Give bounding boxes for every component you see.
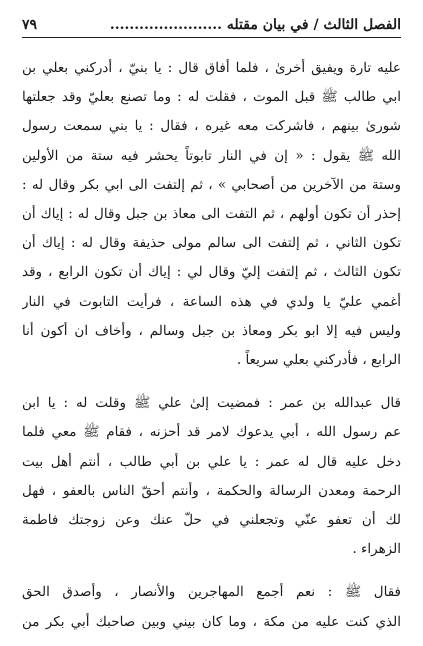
paragraph-3: [22, 578, 401, 636]
text-line: شورىٰ بينهم ، فاشركت معه غيره ، فقال : يا بني سمعت رسول: [22, 118, 401, 135]
paragraph-2: [22, 389, 401, 564]
text-line: الزهراء .: [352, 541, 401, 558]
text-line: أغمي عليّ يا ولدي في هذه الساعة ، فرأيت التابوت في النار: [22, 293, 401, 310]
text-line: ابي طالب ﷺ قبل الموت ، فقلت له : وما تصنع بعليّ وقد جعلتها: [22, 89, 401, 106]
text-line: فقال ﷺ : نعم أجمع المهاجرين والأنصار ، وأصدق الحق: [22, 584, 401, 601]
running-header: [22, 10, 401, 38]
text-line: لك أن تعفو عنّي وتجعلني في حلّ عنك وعن زوجتك فاطمة: [22, 512, 401, 529]
text-line: الذي كنت عليه من مكة ، وما كان بيني وبين صاحبك أبي بكر من: [22, 613, 401, 630]
text-line: الرابع ، فأدركني بعلي سريعاً .: [236, 352, 401, 369]
text-line: تكون الثاني ، ثم إلتفت الى سالم مولى حذيفة وقال له : إياك أن: [22, 235, 401, 252]
text-line: قال عبدالله بن عمر : فمضيت إلىٰ علي ﷺ وقلت له : يا ابن: [22, 395, 401, 412]
paragraph-1: [22, 54, 401, 375]
text-line: الله ﷺ يقول : « إن في النار تابوتاً يحشر فيه ستة من الأولين: [22, 147, 401, 164]
text-line: الرحمة ومعدن الرسالة والحكمة ، وأنتم أحقّ الناس بالعفو ، فهل: [22, 482, 401, 499]
text-line: وليس فيه إلا ابو بكر ومعاذ بن جبل وسالم ، وأخاف ان أكون أنا: [22, 322, 401, 339]
page-number: ٧٩: [22, 17, 38, 33]
chapter-title: الفصل الثالث / في بيان مقتله .......................: [109, 17, 401, 33]
text-line: إحذر أن تكون أولهم ، ثم التفت الى معاذ بن جبل وقال له : إياك أن: [22, 206, 401, 223]
text-line: تكون الثالث ، ثم إلتفت إليّ وقال لي : إياك أن تكون الرابع ، وقد: [22, 264, 401, 281]
text-line: دخل عليه قال له عمر : يا علي بن أبي طالب ، أنتم أهل بيت: [22, 453, 401, 470]
text-line: عليه تارة ويفيق أخرىٰ ، فلما أفاق قال : يا بنيّ ، أدركني بعلي بن: [22, 60, 401, 76]
body-text: [22, 54, 401, 637]
text-line: عم رسول الله ، أبي يدعوك لامر قد أحزنه ، فقام ﷺ معي فلما: [22, 424, 401, 441]
text-line: وستة من الآخرين من أصحابي » ، ثم إلتفت الى ابي بكر وقال له :: [22, 176, 401, 193]
